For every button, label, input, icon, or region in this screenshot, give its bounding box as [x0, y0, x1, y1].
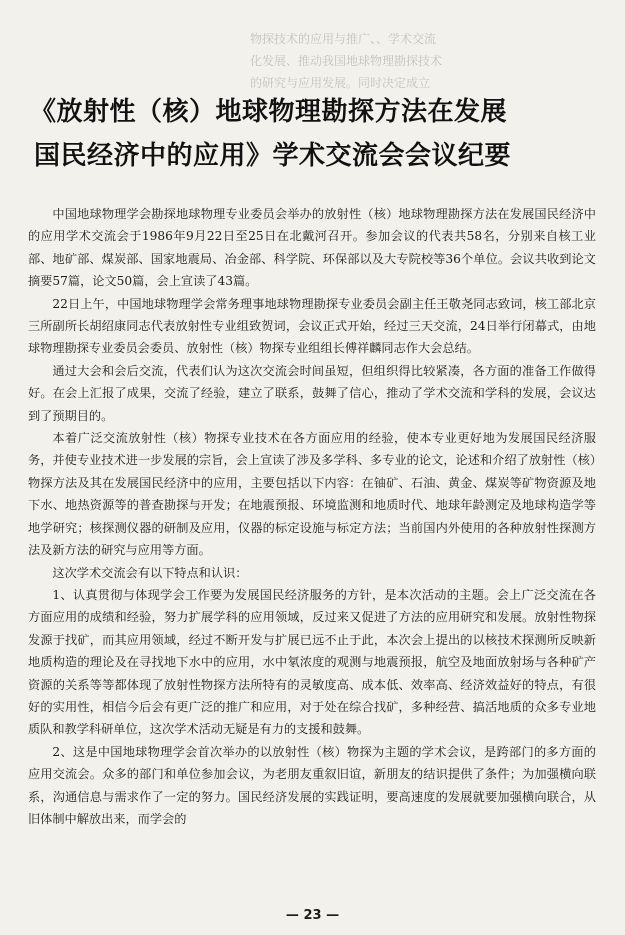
paragraph-feature-2: 2、这是中国地球物理学会首次举办的以放射性（核）物探为主题的学术会议，是跨部门的多方面的应用交流会。众多的部门和单位参加会议，为老朋友重叙旧谊，新朋友的结识提供了条件；为加强横向联系，沟通信息与需求作了一定的努力。国民经济发展的实践证明，要高速度的发展就要加强横向联合，从旧体制中解放出来，而学会的: [28, 744, 596, 826]
paragraph-outcome: 通过大会和会后交流，代表们认为这次交流会时间虽短，但组织得比较紧凑，各方面的准备工作做得好。在会上汇报了成果，交流了经验，建立了联系，鼓舞了信心，推动了学术交流和学科的发展，会议达到了预期目的。: [28, 363, 596, 423]
page-number: — 23 —: [285, 908, 340, 923]
paragraph-intro: 中国地球物理学会勘探地球物理专业委员会举办的放射性（核）地球物理勘探方法在发展国民经济中的应用学术交流会于1986年9月22日至25日在北戴河召开。参加会议的代表共58名，分别来自核工业部、地矿部、煤炭部、国家地震局、冶金部、科学院、环保部以及大专院校等36个单位。会议共收到论文摘要57篇，论文50篇，会上宣读了43篇。: [28, 207, 596, 289]
article-body: [28, 203, 596, 830]
bleed-line: 化发展、推动我国地球物理勘探技术: [250, 54, 443, 68]
title-line-1: 《放射性（核）地球物理勘探方法在发展: [30, 97, 508, 127]
bleed-line: 的研究与应用发展。同时决定成立: [250, 76, 431, 90]
paragraph-opening: 22日上午，中国地球物理学会常务理事地球物理勘探专业委员会副主任王敬尧同志致词，核工部北京三所副所长胡绍康同志代表放射性专业组致贺词，会议正式开始，经过三天交流，24日举行闭幕式，由地球物理勘探专业委员会委员、放射性（核）物探专业组组长傅祥麟同志作大会总结。: [28, 296, 596, 356]
title-line-2: 国民经济中的应用》学术交流会会议纪要: [34, 141, 512, 171]
paragraph-feature-1: 1、认真贯彻与体现学会工作要为发展国民经济服务的方针，是本次活动的主题。会上广泛交流在各方面应用的成绩和经验，努力扩展学科的应用领域，反过来又促进了方法的应用研究和发展。放射性物探发源于找矿，而其应用领域，经过不断开发与扩展已远不止于此，本次会上提出的以核技术探测所反映新地质构造的理论及在寻找地下水中的应用，水中氡浓度的观测与地震预报，航空及地面放射场与各种矿产资源的关系等等都体现了放射性物探方法所特有的灵敏度高、成本低、效率高、经济效益好的特点，有很好的实用性，相信今后会有更广泛的推广和应用，对于处在综合找矿，多种经营、搞活地质的众多专业地质队和教学科研单位，这次学术活动无疑是有力的支援和鼓舞。: [28, 587, 596, 737]
paragraph-content: 本着广泛交流放射性（核）物探专业技术在各方面应用的经验，使本专业更好地为发展国民经济服务，并使专业技术进一步发展的宗旨，会上宣读了涉及多学科、多专业的论文，论述和介绍了放射性（核）物探方法及其在发展国民经济中的应用，主要包括以下内容：在铀矿、石油、黄金、煤炭等矿物资源及地下水、地热资源等的普查勘探与开发；在地震预报、环境监测和地质时代、地球年龄测定及地球构造学等地学研究；核探测仪器的研制及应用，仪器的标定设施与标定方法；当前国内外使用的各种放射性探测方法及新方法的研究与应用等方面。: [28, 431, 596, 558]
paragraph-features-intro: 这次学术交流会有以下特点和认识：: [52, 565, 248, 580]
article-title: [30, 90, 600, 178]
bleed-line: 物探技术的应用与推广、、学术交流: [250, 32, 437, 46]
bleed-through-text: [250, 28, 580, 98]
